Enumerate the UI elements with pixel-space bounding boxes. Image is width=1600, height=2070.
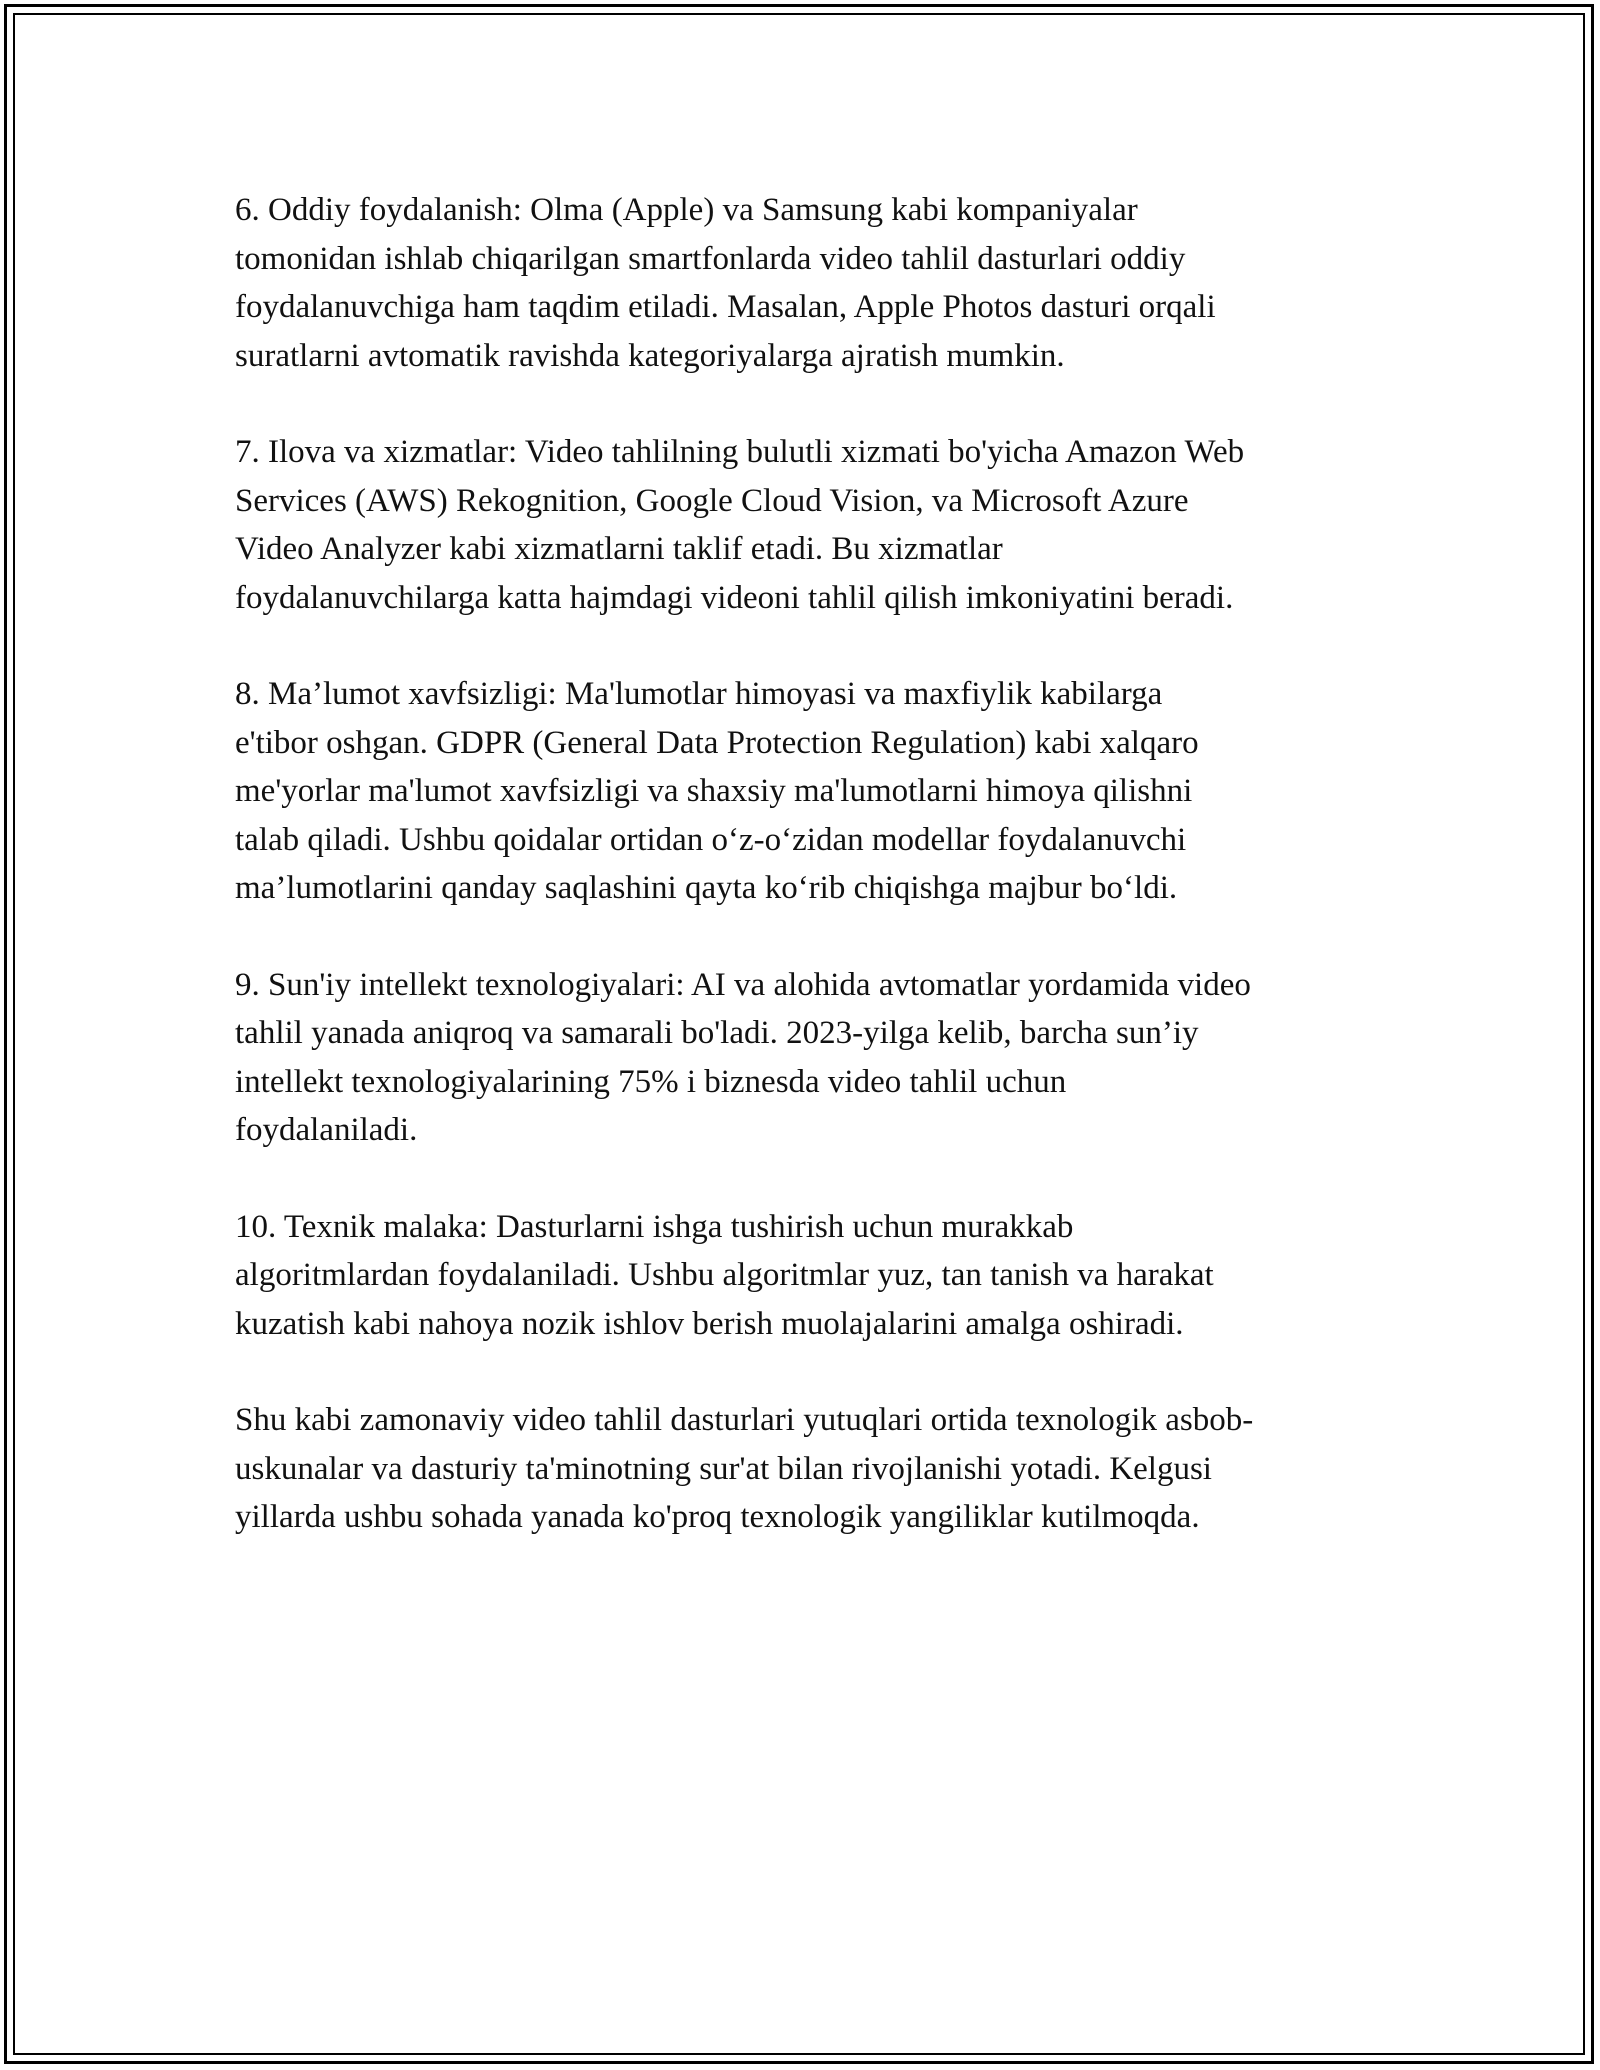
document-body xyxy=(235,186,1375,1542)
paragraph-ai-technologies: 9. Sun'iy intellekt texnologiyalari: AI va alohida avtomatlar yordamida video tahlil yanada aniqroq va samarali bo'ladi. 2023-yilga kelib, barcha sun’iy intellekt texnologiyalarining 75% i biznesda video tahlil uchun foydalaniladi. xyxy=(235,966,1251,1148)
paragraph-simple-use: 6. Oddiy foydalanish: Olma (Apple) va Samsung kabi kompaniyalar tomonidan ishlab chiqarilgan smartfonlarda video tahlil dasturlari oddiy foydalanuvchiga ham taqdim etiladi. Masalan, Apple Photos dasturi orqali suratlarni avtomatik ravishda kategoriyalarga ajratish mumkin. xyxy=(235,192,1216,374)
paragraph-data-security: 8. Ma’lumot xavfsizligi: Ma'lumotlar himoyasi va maxfiylik kabilarga e'tibor oshgan. GDPR (General Data Protection Regulation) kabi xalqaro me'yorlar ma'lumot xavfsizligi va shaxsiy ma'lumotlarni himoya qilishni talab qiladi. Ushbu qoidalar ortidan o‘z-o‘zidan modellar foydalanuvchi ma’lumotlarini qanday saqlashini qayta ko‘rib chiqishga majbur bo‘ldi. xyxy=(235,676,1199,906)
paragraph-apps-and-services: 7. Ilova va xizmatlar: Video tahlilning bulutli xizmati bo'yicha Amazon Web Services (AWS) Rekognition, Google Cloud Vision, va Microsoft Azure Video Analyzer kabi xizmatlarni taklif etadi. Bu xizmatlar foydalanuvchilarga katta hajmdagi videoni tahlil qilish imkoniyatini beradi. xyxy=(235,434,1245,616)
paragraph-technical-skill: 10. Texnik malaka: Dasturlarni ishga tushirish uchun murakkab algoritmlardan foydalaniladi. Ushbu algoritmlar yuz, tan tanish va harakat kuzatish kabi nahoya nozik ishlov berish muolajalarini amalga oshiradi. xyxy=(235,1208,1214,1342)
paragraph-conclusion: Shu kabi zamonaviy video tahlil dasturlari yutuqlari ortida texnologik asbob- uskunalar va dasturiy ta'minotning sur'at bilan rivojlanishi yotadi. Kelgusi yillarda ushbu sohada yanada ko'proq texnologik yangiliklar kutilmoqda. xyxy=(235,1402,1254,1535)
